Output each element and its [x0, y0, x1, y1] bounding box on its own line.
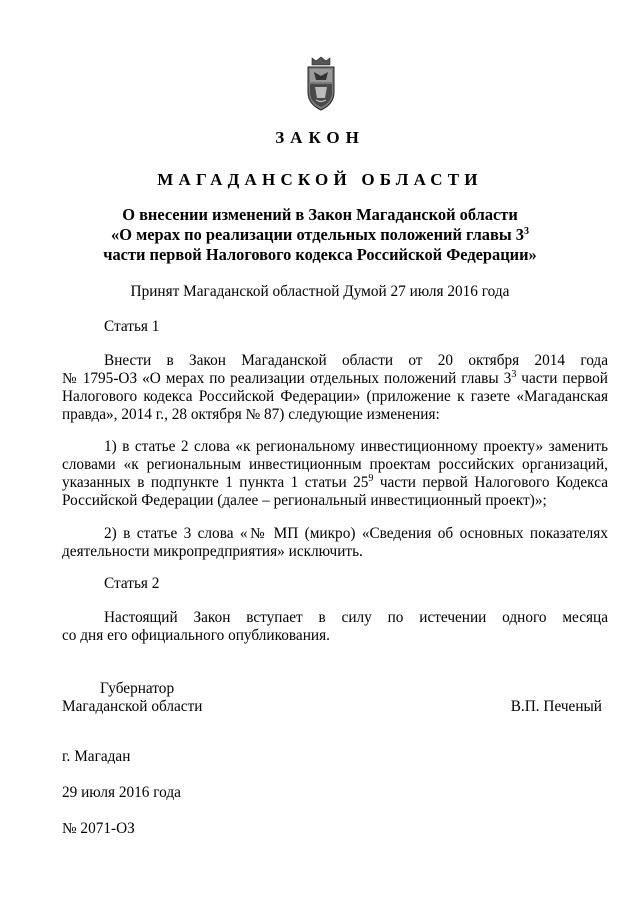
region-title: МАГАДАНСКОЙ ОБЛАСТИ	[157, 170, 483, 189]
article-1-item-2	[62, 525, 608, 561]
text-line: со дня его официального опубликования.	[62, 627, 330, 644]
text-line: указанных в подпункте 1 пункта 1 статьи $25^9$ части первой Налогового Кодекса	[62, 473, 608, 491]
article-2-text	[62, 609, 608, 645]
superscript: 3	[523, 226, 529, 237]
text-line: Настоящий Закон вступает в силу по истечении одного месяца	[104, 609, 608, 626]
article-1-intro	[62, 352, 608, 424]
adoption-line: Принят Магаданской областной Думой 27 июля 2016 года	[130, 283, 510, 300]
signing-date: 29 июля 2016 года	[62, 784, 181, 801]
position-line: Магаданской области	[62, 698, 203, 715]
position-line: Губернатор	[100, 680, 175, 697]
article-2-heading: Статья 2	[104, 575, 160, 592]
city: г. Магадан	[62, 748, 131, 765]
coat-of-arms-emblem	[306, 56, 336, 112]
signatory-position	[62, 680, 202, 716]
signatory-name: В.П. Печеный	[510, 698, 602, 715]
law-subject	[60, 205, 580, 265]
text-line: 2) в статье 3 слова «№ МП (микро) «Сведения об основных показателях	[104, 525, 608, 542]
text-line: Налогового кодекса Российской Федерации» (приложение к газете «Магаданская	[62, 388, 608, 405]
subject-line: части первой Налогового кодекса Российской Федерации»	[103, 245, 537, 264]
subject-line: «О мерах по реализации отдельных положений главы $3^3$	[111, 225, 529, 244]
text-line: правда», 2014 г., 28 октября № 87) следующие изменения:	[62, 406, 440, 423]
text-line: деятельности микропредприятия» исключить.	[62, 543, 363, 560]
text-line: 1) в статье 2 слова «к региональному инвестиционному проекту» заменить	[104, 438, 608, 455]
text-line: словами «к региональным инвестиционным проектам российских организаций,	[62, 456, 608, 473]
text-line: Российской Федерации (далее – региональный инвестиционный проект)»;	[62, 492, 547, 509]
article-1-item-1	[62, 438, 608, 510]
text-line: Внести в Закон Магаданской области от 20 октября 2014 года	[104, 352, 608, 369]
law-title: ЗАКОН	[275, 128, 365, 147]
article-1-heading: Статья 1	[104, 318, 160, 335]
subject-line: О внесении изменений в Закон Магаданской области	[122, 205, 518, 224]
text-line: № 1795-ОЗ «О мерах по реализации отдельных положений главы $3^3$ части первой	[62, 369, 608, 387]
law-number: № 2071-ОЗ	[62, 820, 135, 837]
